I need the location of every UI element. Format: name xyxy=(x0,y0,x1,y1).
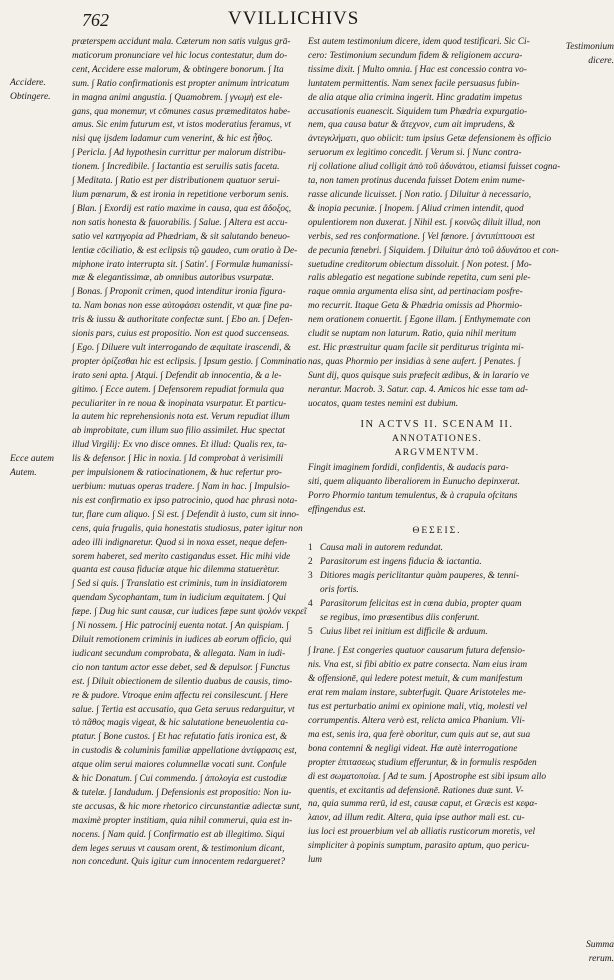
section-title: IN ACTVS II. SCENAM II. xyxy=(360,419,514,431)
margin-note: dicere. xyxy=(588,56,614,66)
annotations-heading: ANNOTATIONES. xyxy=(391,434,483,445)
right-text-line: di est σωματοποίια. ∫ Ad te sum. ∫ Apostrophe est sibi ipsum allo xyxy=(308,771,547,782)
thesis-line: se regibus, imo præsentibus diis conferunt. xyxy=(320,612,480,623)
theses-list xyxy=(308,542,566,639)
thesis-item xyxy=(308,598,566,626)
right-text-line: ralis ablegatio est negatione subinde repetita, cum seni ple- xyxy=(308,273,531,284)
right-text-line: bona contemni & negligi videat. Hæ autè interrogatione xyxy=(308,743,518,754)
left-text-line: la autem hic reprehensionis nota est. Verum repudiat illum xyxy=(72,412,290,423)
thesis-line: Causa mali in autorem redundat. xyxy=(320,543,444,554)
left-text-line: uerbium: mutuas operas tradere. ∫ Nam in hac. ∫ Impulsio- xyxy=(72,482,290,492)
left-text-line: maximè propter institiam, quia nihil commerui, quia est in- xyxy=(72,815,293,826)
left-text-line: ∫ Meditata. ∫ Ratio est per distributionem quatuor serui- xyxy=(72,176,280,187)
argument-line: siti, quem aliquanto liberaliorem in Eunucho depinxerat. xyxy=(308,477,520,488)
left-text-line: ∫ Ego. ∫ Diluere vult interrogando de æquitate irascendi, & xyxy=(72,342,291,353)
left-text-line: tionem. ∫ Incredibile. ∫ Iactantia est seruilis satis faceta. xyxy=(72,162,280,173)
right-text-line: corrumpentis. Altera verò est, relicta amica Phanium. Vli- xyxy=(308,715,525,726)
margin-note: Obtingere. xyxy=(10,92,51,102)
right-text-line: simpliciter à popinis sumptum, parasito aptum, quo pericu- xyxy=(308,841,530,852)
left-text-line: tur, flare cum aliquo. ∫ Si est. ∫ Defendit à iusto, cum sit inno- xyxy=(72,509,300,520)
right-text-line: opulentiorem non duxerat. ∫ Nihil est. ∫ κοινῶς diluit illud, non xyxy=(308,217,541,228)
left-text-line: ∫ Sed si quis. ∫ Translatio est criminis, tum in insidiatorem xyxy=(72,579,287,590)
argument-line: effingendus est. xyxy=(308,505,366,516)
right-text-line: nas, quas Phormio per insidias à sene aufert. ∫ Penates. ∫ xyxy=(308,356,521,367)
argument-text xyxy=(308,462,566,518)
right-text-line: rij collatione aliud colligit ἀπὸ τοῦ ἀδυνάτου, etiamsi fuisset cogna- xyxy=(308,162,561,173)
right-text-line: na, quia summa rerū, id est, causæ caput, et Græcis est κεφα- xyxy=(308,799,538,810)
left-text-line: nis est confirmatio ex ipso patrocinio, quod hac phrasi nota- xyxy=(72,495,298,506)
right-text-line: nerantur. Macrob. 3. Satur. cap. 4. Amicos hic esse tam ad- xyxy=(308,384,529,395)
right-column xyxy=(308,36,614,964)
right-text-line: seruorum ex legitimo concedit. ∫ Verum si. ∫ Nunc contra- xyxy=(308,148,522,159)
right-text-line: raque omnia argumenta elisa sint, ad pertinaciam posfre- xyxy=(308,287,523,298)
left-text-line: quendam Sycophantam, tum in iudicium æquitatem. ∫ Qui xyxy=(72,593,287,604)
thesis-number: 5 xyxy=(308,626,313,637)
running-head: VVILLICHIVS xyxy=(228,8,360,29)
thesis-line: Cuius libet rei initium est difficile & arduum. xyxy=(320,626,488,637)
margin-note: Autem. xyxy=(10,468,37,478)
right-text-line: ma est, senis ira, qua ferè oboritur, cum quis aut se, aut sua xyxy=(308,729,531,740)
left-text-line: cens, quia frugalis, quia honestatis studiosus, pater igitur non xyxy=(72,523,303,534)
left-text-line: est. ∫ Diluit obiectionem de silentio duabus de causis, timo- xyxy=(72,676,293,687)
left-text-line: lis & defensor. ∫ Hic in noxia. ∫ Id comprobat à verisimili xyxy=(72,454,284,465)
left-text-line: & tutelæ. ∫ Iandudum. ∫ Defensionis est propositio: Non iu- xyxy=(72,787,292,798)
margin-note: Testimonium xyxy=(565,42,614,52)
right-text-line: ius loci est prouerbium vel ab alliatis rusticorum moretis, vel xyxy=(308,827,536,838)
left-text-line: ∫ Pericla. ∫ Ad hypothesin currittur per malorum distribu- xyxy=(72,148,286,159)
left-text-line: cio non tantum actor esse debet, sed & depulsor. ∫ Functus xyxy=(72,662,290,673)
left-text-line: τὸ πᾶθος magis vigeat, & hic salutatione beneuolentia ca- xyxy=(72,718,289,729)
left-text-line: satio vel κατηγορία ad Phædriam, & sit salutando beneuo- xyxy=(72,231,291,242)
right-text-line: Sunt dij, quos quisque suis præfecit ædibus, & in larario ve xyxy=(308,370,530,381)
right-text-line: ta, non tamen protinus ducenda fuisset Dotem enim nume- xyxy=(308,176,525,187)
left-text-line: ∫ Bonas. ∫ Proponit crimen, quod intenditur ironia figura- xyxy=(72,287,286,298)
right-text-line: ἀντεγκλήματι, quo obiicit: tum ipsius Getæ defensionem ès officio xyxy=(308,134,552,145)
right-text-line: luntatem permittentis. Nam senex facile persuasus fubin- xyxy=(308,78,520,89)
right-text-line: ∫ Irane. ∫ Est congeries quatuor causarum futura defensio- xyxy=(308,646,526,657)
left-text-line: gans, qua monemur, vt cōmunes casus præmeditatos habe- xyxy=(72,106,291,117)
left-text-line: salue. ∫ Tertia est accusatio, qua Geta seruus redarguitur, vt xyxy=(72,704,295,715)
left-text-line: miphone irato interrupta sit. ∫ Satin'. ∫ Formulæ humanissi- xyxy=(72,259,293,270)
thesis-number: 3 xyxy=(308,570,313,581)
right-text-line: quentis, et excitantis ad defensionē. Rationes duæ sunt. V- xyxy=(308,785,524,796)
left-text-line: non concedunt. Quis igitur cum innocentem redargueret? xyxy=(72,857,286,868)
left-text-line: ta. Nam bonas non esse αὐτοφάσει ostendit, vt quæ fine pa- xyxy=(72,301,293,312)
left-text-line: sionis pars, cuius est propositio. Non est quod succenseas. xyxy=(72,329,290,340)
left-text-line: illud Virgilij: Ex vno disce omnes. Et illud: Qualis rex, ta- xyxy=(72,440,287,451)
left-text-line: sum. ∫ Ratio confirmationis est propter animum intricatum xyxy=(72,78,290,89)
left-text-line: lium pœnarum, & est ironia in repetitione verborum senis. xyxy=(72,189,289,200)
right-margin-notes xyxy=(564,36,614,976)
page-header xyxy=(10,6,590,36)
left-text-line: in magna animi angustia. ∫ Quamobrem. ∫ γνωμὴ est ele- xyxy=(72,92,283,103)
left-text-line: Diluit remotionem criminis in iudices ab eorum officio, qui xyxy=(72,634,292,645)
left-text-line: non satis honesta & fauorabilis. ∫ Salue. ∫ Altera est accu- xyxy=(72,217,288,228)
left-text-line: fæpe. ∫ Dug hic sunt causæ, cur iudices fæpe sunt ψολόν νεκρεῖ xyxy=(72,607,307,618)
left-text-line: & hic Donatum. ∫ Cui commenda. ∫ ἀπολογία est custodiæ xyxy=(72,774,287,785)
argument-line: Fingit imaginem fordidi, confidentis, & audacis para- xyxy=(308,463,509,474)
two-column-body xyxy=(10,36,614,964)
left-text-line: præterspem accidunt mala. Cæterum non satis vulgus grā- xyxy=(72,37,291,47)
right-text-line: Est autem testimonium dicere, idem quod testificari. Sic Ci- xyxy=(308,37,530,47)
right-text-line: nem orationem conuertit. ∫ Egone illam. ∫ Enthymemate con xyxy=(308,315,531,326)
thesis-body xyxy=(320,556,566,570)
right-text-line: cero: Testimonium secundum fidem & religionem accura- xyxy=(308,50,523,61)
left-text-line: quanta est causa fiduciæ atque hic dilemma statuerètur. xyxy=(72,565,280,576)
left-text-line: dem leges seruus vt causam orent, & testimonium dicant, xyxy=(72,843,285,854)
left-text-line: iudicant secundum comprobata, & allegata. Nam in iudi- xyxy=(72,648,286,659)
right-text-line: est. Hic præstruitur quam facile sit perditurus triginta mi- xyxy=(308,342,524,353)
right-text-line: rasse alicunde licuisset. ∫ Non ratio. ∫ Diluitur à necessario, xyxy=(308,189,532,200)
left-text-line: sorem haberet, sed merito castigandus esset. Hic mihi vide xyxy=(72,551,291,562)
right-text-line: nis. Vna est, si fibi abitio ex patre consecta. Nam eius iram xyxy=(308,660,528,671)
right-text-line: suetudine creditorum obiectum dissoluit. ∫ Non potest. ∫ Mo- xyxy=(308,259,532,270)
thesis-line: Ditiores magis periclitantur quàm pauperes, & tenni- xyxy=(320,570,519,581)
left-text-line: nocens. ∫ Nam quid. ∫ Confirmatio est ab illegitimo. Siqui xyxy=(72,829,285,840)
margin-note: Accidere. xyxy=(10,78,46,88)
page-number: 762 xyxy=(82,10,109,30)
thesis-item xyxy=(308,556,566,570)
right-bottom-commentary xyxy=(308,645,566,868)
thesis-item xyxy=(308,542,566,556)
left-text-line: ab improbitate, cum illum suo filio assimilet. Huc spectat xyxy=(72,426,285,437)
right-text-line: de pecunia fœnebri. ∫ Siquidem. ∫ Diluitur ἀπὸ τοῦ ἀδυνάτου et con- xyxy=(308,245,559,256)
right-text-line: tissime dixit. ∫ Multo omnia. ∫ Hac est concessio contra vo- xyxy=(308,64,527,75)
thesis-line: Parasitorum felicitas est in cœna dubia, propter quam xyxy=(320,598,522,609)
thesis-body xyxy=(320,542,566,556)
thesis-body xyxy=(320,626,566,640)
right-text-line: & offensionē, qui ledere potest metuit, & cum manifestum xyxy=(308,674,523,685)
left-margin-notes xyxy=(10,36,68,976)
thesis-line: oris fortis. xyxy=(320,584,359,595)
left-text-line: per impulsionem & ratiocinationem, & huc refertur pro- xyxy=(72,468,283,479)
left-column-text xyxy=(72,36,307,870)
right-text-line: uocatos, quam testes nemini est dubium. xyxy=(308,398,459,409)
margin-note: rerum. xyxy=(588,954,614,964)
left-text-line: cent, Accidere esse malorum, & obtingere bonorum. ∫ Ita xyxy=(72,64,284,75)
right-text-line: tus est perturbatio animi ex opinione mali, vtiq, molesti vel xyxy=(308,702,528,713)
right-top-commentary xyxy=(308,36,566,411)
left-column xyxy=(10,36,307,870)
thesis-body xyxy=(320,570,566,598)
right-text-line: lum xyxy=(308,855,322,866)
thesis-item xyxy=(308,626,566,640)
left-text-line: in custodis & columinis familiæ appellatione ἀντίφρασις est, xyxy=(72,746,297,757)
left-text-line: ∫ Blan. ∫ Exordij est ratio maxime in causa, qua est ἄδοξος, xyxy=(72,203,292,214)
right-text-line: de alia atque alia crimina ingerit. Hinc gradatim impetus xyxy=(308,92,523,103)
argument-heading: ARGVMENTVM. xyxy=(394,448,480,459)
left-text-line: tris & iussu & authoritate confectæ sunt. ∫ Ebo an. ∫ Defen- xyxy=(72,315,293,326)
right-text-line: & inopia pecuniæ. ∫ Inopem. ∫ Aliud crimen intendit, quod xyxy=(308,203,524,214)
left-text-line: ste accusas, & hic more rhetorico circunstantiæ adiectæ sunt, xyxy=(72,801,302,812)
left-text-line: ptatur. ∫ Bone custos. ∫ Et hac refutatio fatis ironica est, & xyxy=(72,732,288,743)
left-text-line: maticorum pronunciare vel hic locus contestatur, dum do- xyxy=(72,50,288,61)
left-text-line: irato seni apta. ∫ Atqui. ∫ Defendit ab innocentia, & a le- xyxy=(72,370,282,381)
left-text-line: amus. Sic enim futurum est, vt istos moderatius feramus, vt xyxy=(72,120,291,131)
right-text-line: propter ἐπιτασεως studium efferuntur, & in formulis respōden xyxy=(308,757,537,768)
left-text-line: adeo illi indignaretur. Quod si in noxa esset, neque defen- xyxy=(72,537,288,548)
margin-note: Ecce autem xyxy=(10,454,55,464)
left-text-line: peculiariter in re noua & inopinata vsurpatur. Et particu- xyxy=(72,398,287,409)
right-text-line: mo recurrit. Itaque Geta & Phædria omissis ad Phormio- xyxy=(308,301,523,312)
left-text-line: nisi quę ijsdem ladamur cum venerint, & hic est ἦθος. xyxy=(72,134,273,145)
left-text-line: ∫ Ni nossem. ∫ Hic patrocinij euenta notat. ∫ An quispiam. ∫ xyxy=(72,621,289,632)
right-text-line: nem, qua causa batur & ἄτεχνον, cum ait imprudens, & xyxy=(308,120,516,131)
margin-note: Summa xyxy=(586,940,614,950)
right-text-line: erat rem malam instare, subterfugit. Quare Aristoteles me- xyxy=(308,688,527,699)
thesis-number: 4 xyxy=(308,598,313,609)
theses-heading: ΘΕΣΕΙΣ. xyxy=(412,526,462,537)
thesis-line: Parasitorum est ingens fiducia & iactantia. xyxy=(320,557,482,567)
right-text-line: accusationis euanescit. Siquidem tum Phædria expurgatio- xyxy=(308,106,528,117)
thesis-body xyxy=(320,598,566,626)
left-text-line: gitimo. ∫ Ecce autem. ∫ Defensorem repudiat formula qua xyxy=(72,384,284,395)
left-text-line: lentiæ cōciliatio, & est eclipsis τῷ gaudeo, cum oratio à De- xyxy=(72,245,298,256)
left-text-line: re & pudore. Vtroque enim affectu rei consilescunt. ∫ Here xyxy=(72,690,288,701)
thesis-item xyxy=(308,570,566,598)
thesis-number: 1 xyxy=(308,543,313,554)
right-column-text xyxy=(308,36,566,868)
right-text-line: λαιον, ad illum redit. Altera, quia ipse author mali est. cu- xyxy=(308,813,525,824)
thesis-number: 2 xyxy=(308,557,313,567)
right-text-line: cludit se nuptam non laturum. Ratio, quia nihil meritum xyxy=(308,329,517,340)
left-text-line: propter ὀρίζεσθαι hic est eclipsis. ∫ Ipsum gestio. ∫ Comminatio xyxy=(72,356,307,367)
left-text-line: atque olim serui maiores columnellæ vocati sunt. Confule xyxy=(72,760,287,771)
right-text-line: verbis, sed res conformatione. ∫ Vel fœnore. ∫ ἀντιπίπτουσι est xyxy=(308,231,535,242)
left-text-line: mæ & elegantissimæ, ab omnibus autoribus vsurpatæ. xyxy=(72,273,274,284)
argument-line: Porro Phormio tantum temulentus, & à crapula ofcitans xyxy=(308,491,518,502)
